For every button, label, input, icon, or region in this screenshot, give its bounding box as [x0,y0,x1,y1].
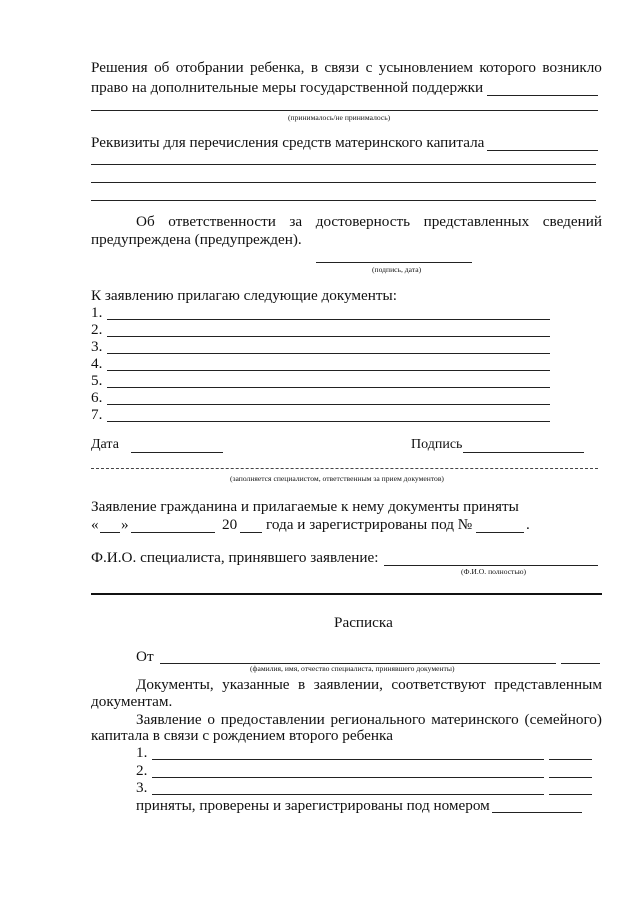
responsibility-line-1: Об ответственности за достоверность представленных сведений [136,213,602,230]
acceptance-year-prefix: 20 [222,516,238,533]
decision-answer-line [91,110,598,111]
specialist-name-input[interactable] [384,551,598,566]
attachment-number: 6. [91,389,103,406]
receipt-app-line-1: Заявление о предоставлении регионального материнского (семейного) [136,711,602,728]
receipt-app-line-2: капитала в связи с рождением второго ребенка [91,727,393,744]
decision-line-1: Решения об отобрании ребенка, в связи с усыновлением которого возникло [91,59,602,76]
receipt-item-input-1[interactable] [152,745,544,760]
attachment-input-6[interactable] [107,390,550,405]
receipt-title: Расписка [334,614,393,631]
receipt-number-input[interactable] [492,798,582,813]
attachment-input-1[interactable] [107,305,550,320]
attachment-number: 2. [91,321,103,338]
requisites-line-3[interactable] [91,200,596,201]
attachments-heading: К заявлению прилагаю следующие документы: [91,287,397,304]
decision-caption: (принималось/не принималось) [288,113,391,122]
requisites-label: Реквизиты для перечисления средств материнского капитала [91,134,485,151]
requisites-input[interactable] [487,136,598,151]
receipt-registered-label: приняты, проверены и зарегистрированы под номером [136,797,490,814]
requisites-line-2[interactable] [91,182,596,183]
receipt-docs-line-1: Документы, указанные в заявлении, соответствуют представленным [136,676,602,693]
decision-input[interactable] [487,81,598,96]
receipt-item-count-1[interactable] [549,745,592,760]
signature-label: Подпись [411,437,463,452]
attachment-input-4[interactable] [107,356,550,371]
attachment-number: 7. [91,406,103,423]
registration-number-input[interactable] [476,518,524,533]
attachment-input-5[interactable] [107,373,550,388]
section-divider [91,593,602,595]
attachment-input-2[interactable] [107,322,550,337]
date-label: Дата [91,437,119,452]
acceptance-line-1: Заявление гражданина и прилагаемые к нему документы приняты [91,498,519,515]
date-input[interactable] [131,438,223,453]
acceptance-open-quote: « [91,516,99,533]
receipt-item-input-2[interactable] [152,763,544,778]
attachment-number: 3. [91,338,103,355]
receipt-item-number: 3. [136,779,148,796]
receipt-from-label: От [136,648,154,665]
responsibility-line-2: предупреждена (предупрежден). [91,231,302,248]
acceptance-period: . [526,516,530,533]
receipt-docs-line-2: документам. [91,693,173,710]
attachment-input-3[interactable] [107,339,550,354]
requisites-line-1[interactable] [91,164,596,165]
specialist-note: (заполняется специалистом, ответственным за прием документов) [230,474,444,483]
acceptance-month-input[interactable] [131,518,215,533]
receipt-item-number: 1. [136,744,148,761]
attachment-number: 4. [91,355,103,372]
acceptance-year-input[interactable] [240,518,262,533]
attachment-input-7[interactable] [107,407,550,422]
acceptance-close-quote: » [121,516,129,533]
responsibility-caption: (подпись, дата) [372,265,422,274]
responsibility-signature-input[interactable] [316,248,472,263]
specialist-caption: (Ф.И.О. полностью) [461,567,527,576]
receipt-item-input-3[interactable] [152,780,544,795]
receipt-item-count-3[interactable] [549,780,592,795]
signature-input[interactable] [463,438,584,453]
attachment-number: 5. [91,372,103,389]
cut-line [91,468,598,469]
receipt-from-extra-input[interactable] [561,649,600,664]
decision-line-2: право на дополнительные меры государственной поддержки [91,79,484,96]
receipt-item-count-2[interactable] [549,763,592,778]
acceptance-day-input[interactable] [100,518,120,533]
attachment-number: 1. [91,304,103,321]
receipt-from-caption: (фамилия, имя, отчество специалиста, принявшего документы) [250,664,455,673]
receipt-from-input[interactable] [160,649,556,664]
receipt-item-number: 2. [136,762,148,779]
acceptance-line-2-tail: года и зарегистрированы под № [266,516,473,533]
specialist-label: Ф.И.О. специалиста, принявшего заявление: [91,549,379,566]
